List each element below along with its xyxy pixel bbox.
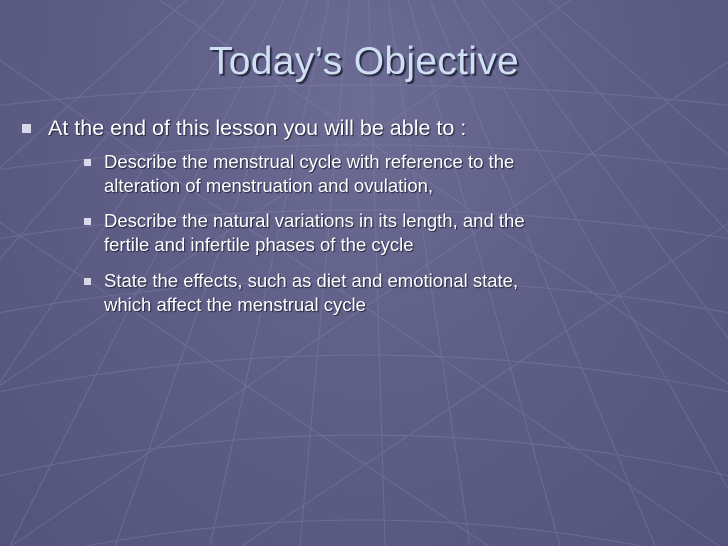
slide-title: Today’s Objective xyxy=(208,40,520,83)
sub-bullet-1 xyxy=(84,150,714,198)
sub-bullet-2 xyxy=(84,209,714,257)
main-bullet-text: At the end of this lesson you will be able to : xyxy=(48,116,467,140)
square-bullet-icon xyxy=(84,159,91,166)
sub-bullet-3 xyxy=(84,269,714,317)
square-bullet-icon xyxy=(84,218,91,225)
square-bullet-icon xyxy=(22,124,31,133)
square-bullet-icon xyxy=(84,278,91,285)
main-bullet xyxy=(22,114,712,142)
sub-bullet-text: Describe the natural variations in its length, and the fertile and infertile phases of the cycle xyxy=(104,210,525,255)
sub-bullet-text: State the effects, such as diet and emotional state, which affect the menstrual cycle xyxy=(104,270,519,315)
sub-bullet-text: Describe the menstrual cycle with reference to the alteration of menstruation and ovulation, xyxy=(104,151,515,196)
